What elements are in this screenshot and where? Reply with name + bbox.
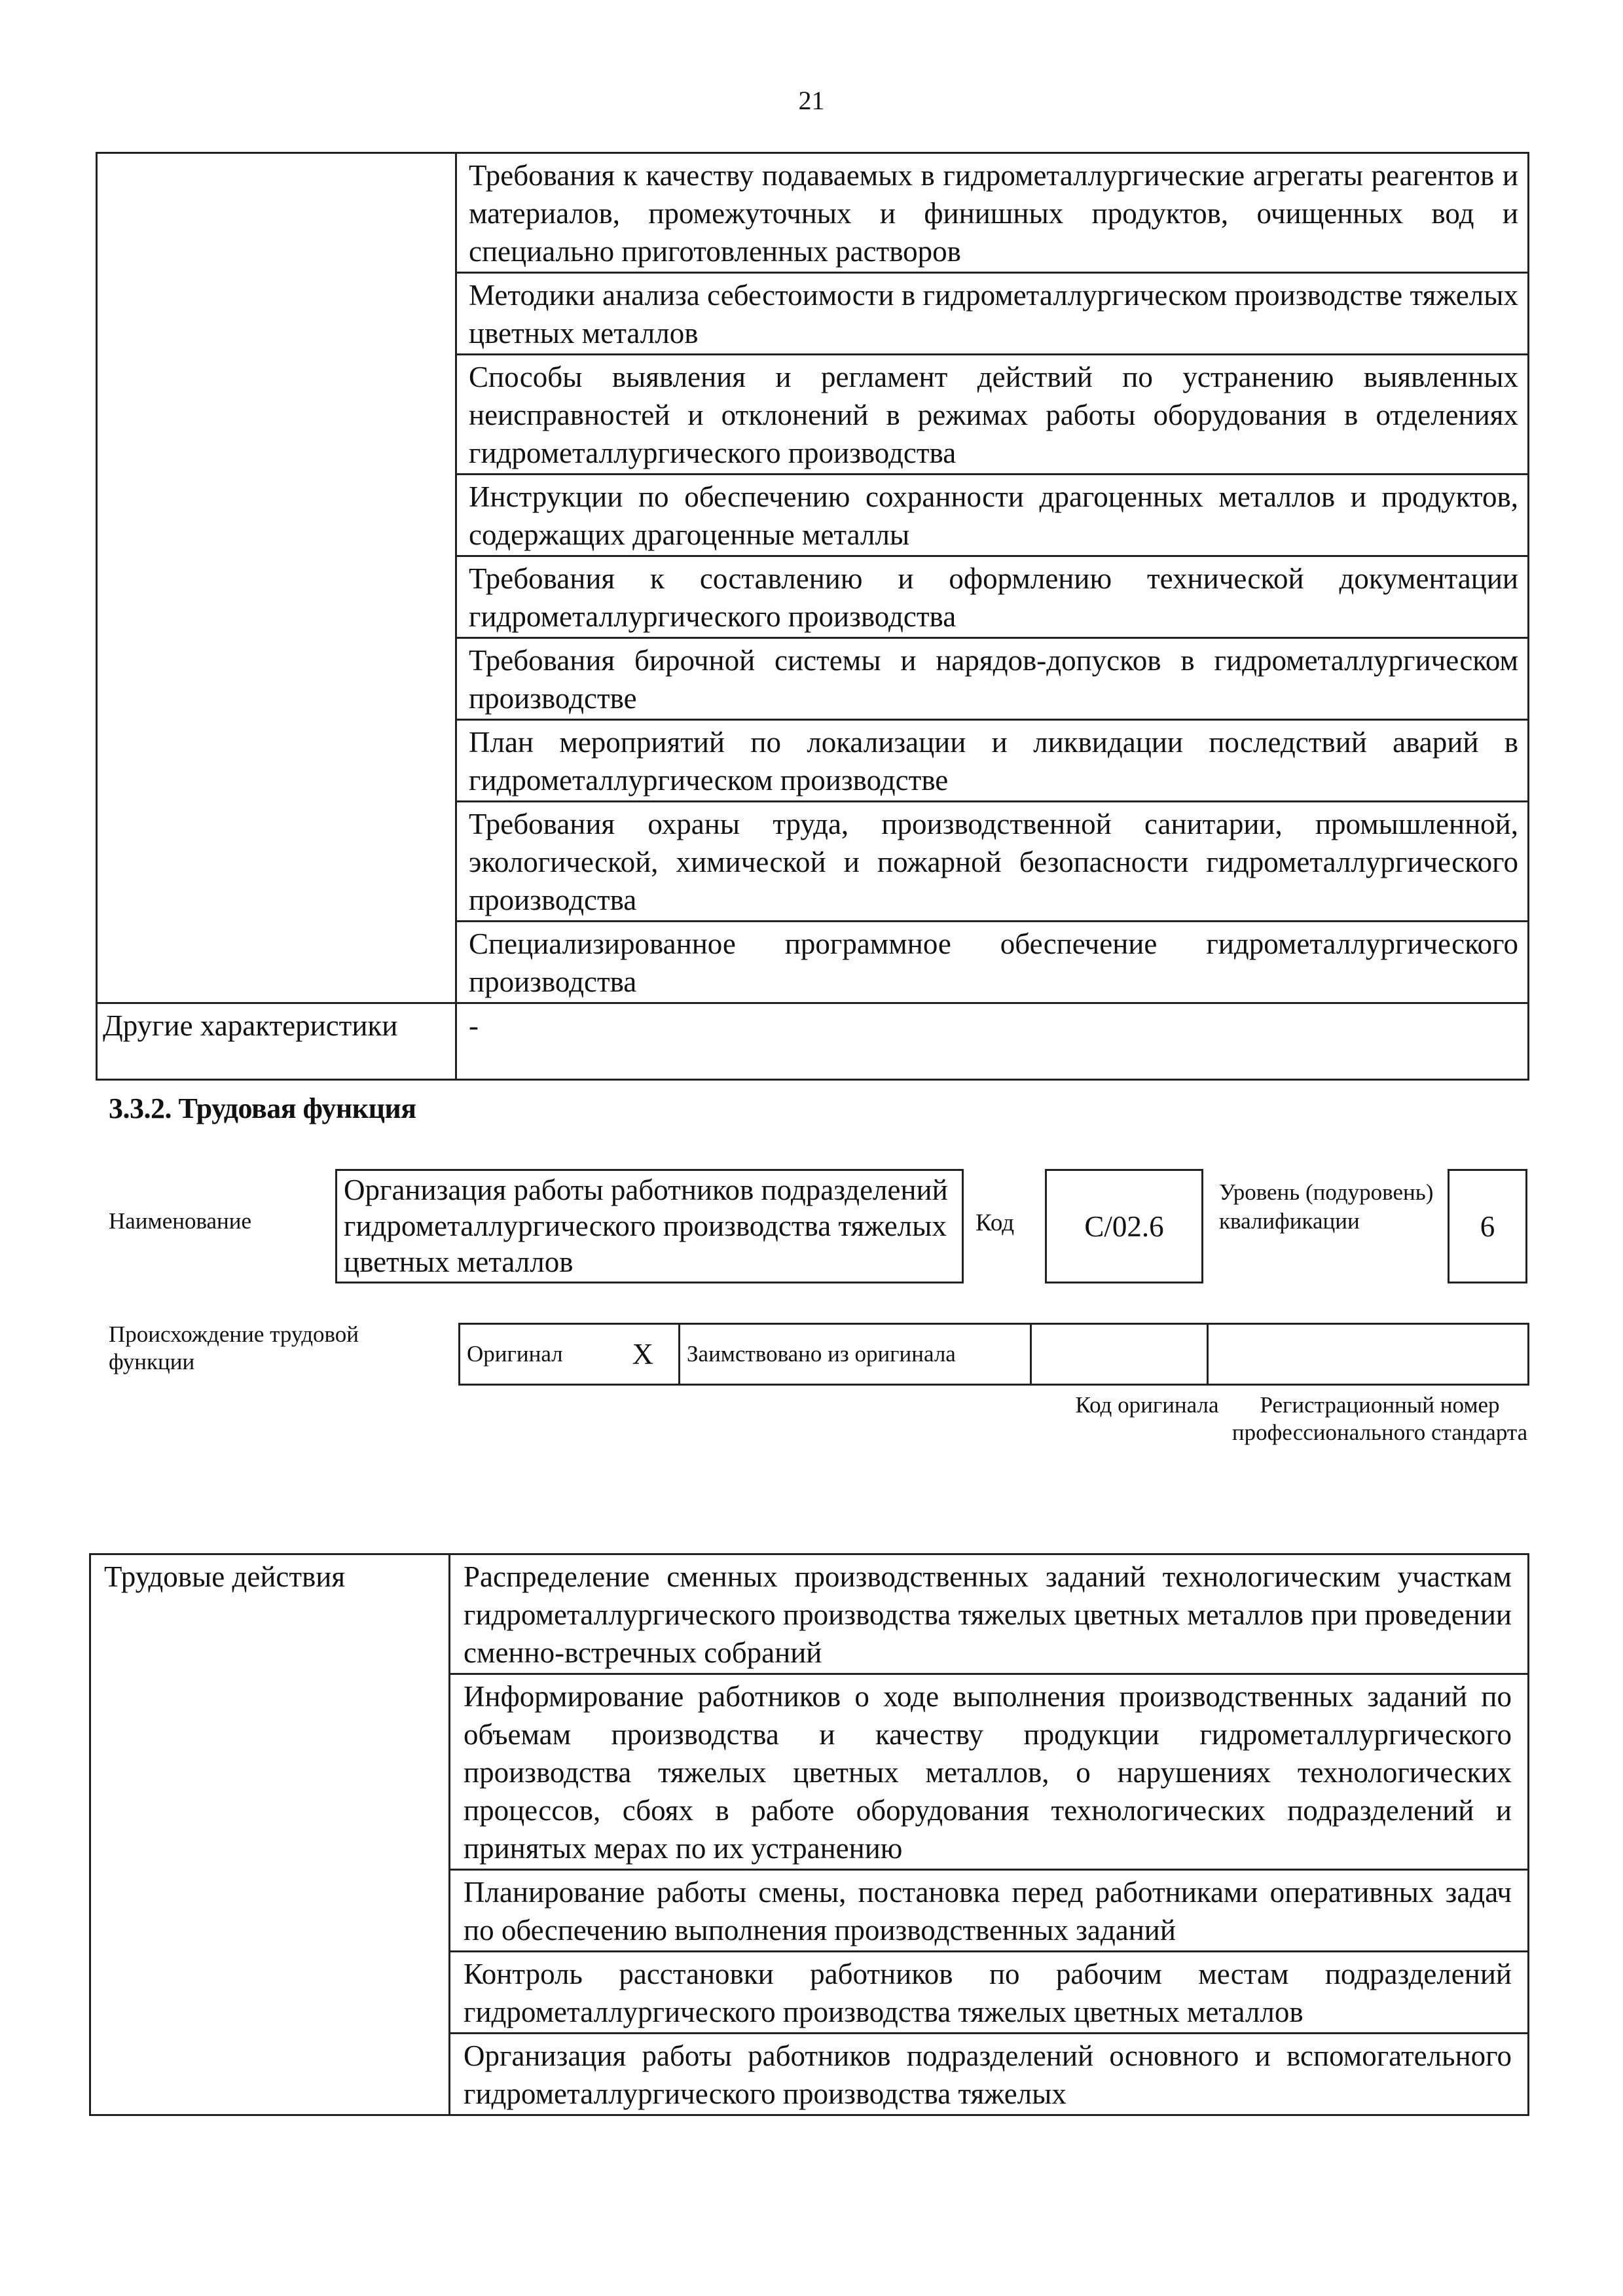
table-cell: Методики анализа себестоимости в гидрометаллургическом производстве тяжелых цветных металлов xyxy=(456,273,1529,355)
section-heading: 3.3.2. Трудовая функция xyxy=(109,1092,416,1124)
code-box xyxy=(1045,1169,1203,1283)
table-cell: Организация работы работников подразделений основного и вспомогательного гидрометаллургического производства тяжелых xyxy=(450,2034,1529,2115)
labor-actions-label: Трудовые действия xyxy=(90,1554,450,2115)
table-cell: Требования к составлению и оформлению технической документации гидрометаллургического производства xyxy=(456,556,1529,638)
origin-original-label: Оригинал xyxy=(460,1324,626,1385)
table-cell: Требования охраны труда, производственной санитарии, промышленной, экологической, химической и пожарной безопасности гидрометаллургического производства xyxy=(456,802,1529,922)
origin-table xyxy=(458,1323,1529,1386)
labor-actions-table xyxy=(89,1553,1529,2116)
table-cell: Способы выявления и регламент действий по устранению выявленных неисправностей и отклонений в режимах работы оборудования в отделениях гидрометаллургического производства xyxy=(456,355,1529,475)
origin-borrowed-label: Заимствовано из оригинала xyxy=(680,1324,1031,1385)
table-cell: Распределение сменных производственных заданий технологическим участкам гидрометаллургического производства тяжелых цветных металлов при проведении сменно-встречных собраний xyxy=(450,1554,1529,1674)
table-cell: Планирование работы смены, постановка перед работниками оперативных задач по обеспечению выполнения производственных заданий xyxy=(450,1870,1529,1952)
origin-code-cell-empty xyxy=(1031,1324,1208,1385)
table-row xyxy=(90,1554,1529,1674)
level-box xyxy=(1448,1169,1527,1283)
table-row xyxy=(97,153,1529,273)
registration-number-caption: Регистрационный номер профессионального стандарта xyxy=(1231,1392,1528,1445)
name-label: Наименование xyxy=(109,1208,252,1234)
table-row xyxy=(97,1003,1529,1080)
knowledge-table xyxy=(96,152,1529,1081)
level-value: 6 xyxy=(1480,1210,1495,1243)
original-code-caption: Код оригинала xyxy=(1075,1392,1219,1418)
table-cell: План мероприятий по локализации и ликвидации последствий аварий в гидрометаллургическом производстве xyxy=(456,720,1529,802)
origin-mark: X xyxy=(626,1324,680,1385)
code-label: Код xyxy=(976,1210,1015,1236)
table-cell: Требования бирочной системы и нарядов-допусков в гидрометаллургическом производстве xyxy=(456,638,1529,720)
code-value: C/02.6 xyxy=(1084,1210,1164,1243)
level-label: Уровень (подуровень) квалификации xyxy=(1219,1179,1434,1234)
table-cell: Требования к качеству подаваемых в гидрометаллургические агрегаты реагентов и материалов, промежуточных и финишных продуктов, очищенных вод и специально приготовленных растворов xyxy=(456,153,1529,273)
table-cell: Инструкции по обеспечению сохранности драгоценных металлов и продуктов, содержащих драгоценные металлы xyxy=(456,475,1529,556)
origin-reg-cell-empty xyxy=(1208,1324,1529,1385)
origin-label: Происхождение трудовой функции xyxy=(109,1321,359,1374)
page-number: 21 xyxy=(798,86,825,115)
other-characteristics-value: - xyxy=(456,1003,1529,1080)
table-cell: Контроль расстановки работников по рабочим местам подразделений гидрометаллургического производства тяжелых цветных металлов xyxy=(450,1952,1529,2034)
table-left-cell-empty xyxy=(97,153,456,1003)
table-cell: Информирование работников о ходе выполнения производственных заданий по объемам производства и качеству продукции гидрометаллургического производства тяжелых цветных металлов, о нарушениях технологических процессов, сбоях в работе оборудования технологических подразделений и принятых мерах по их устранению xyxy=(450,1674,1529,1870)
table-cell: Специализированное программное обеспечение гидрометаллургического производства xyxy=(456,922,1529,1003)
other-characteristics-label: Другие характеристики xyxy=(97,1003,456,1080)
table-row xyxy=(460,1324,1529,1385)
function-name-box: Организация работы работников подразделений гидрометаллургического производства тяжелых цветных металлов xyxy=(335,1169,964,1283)
